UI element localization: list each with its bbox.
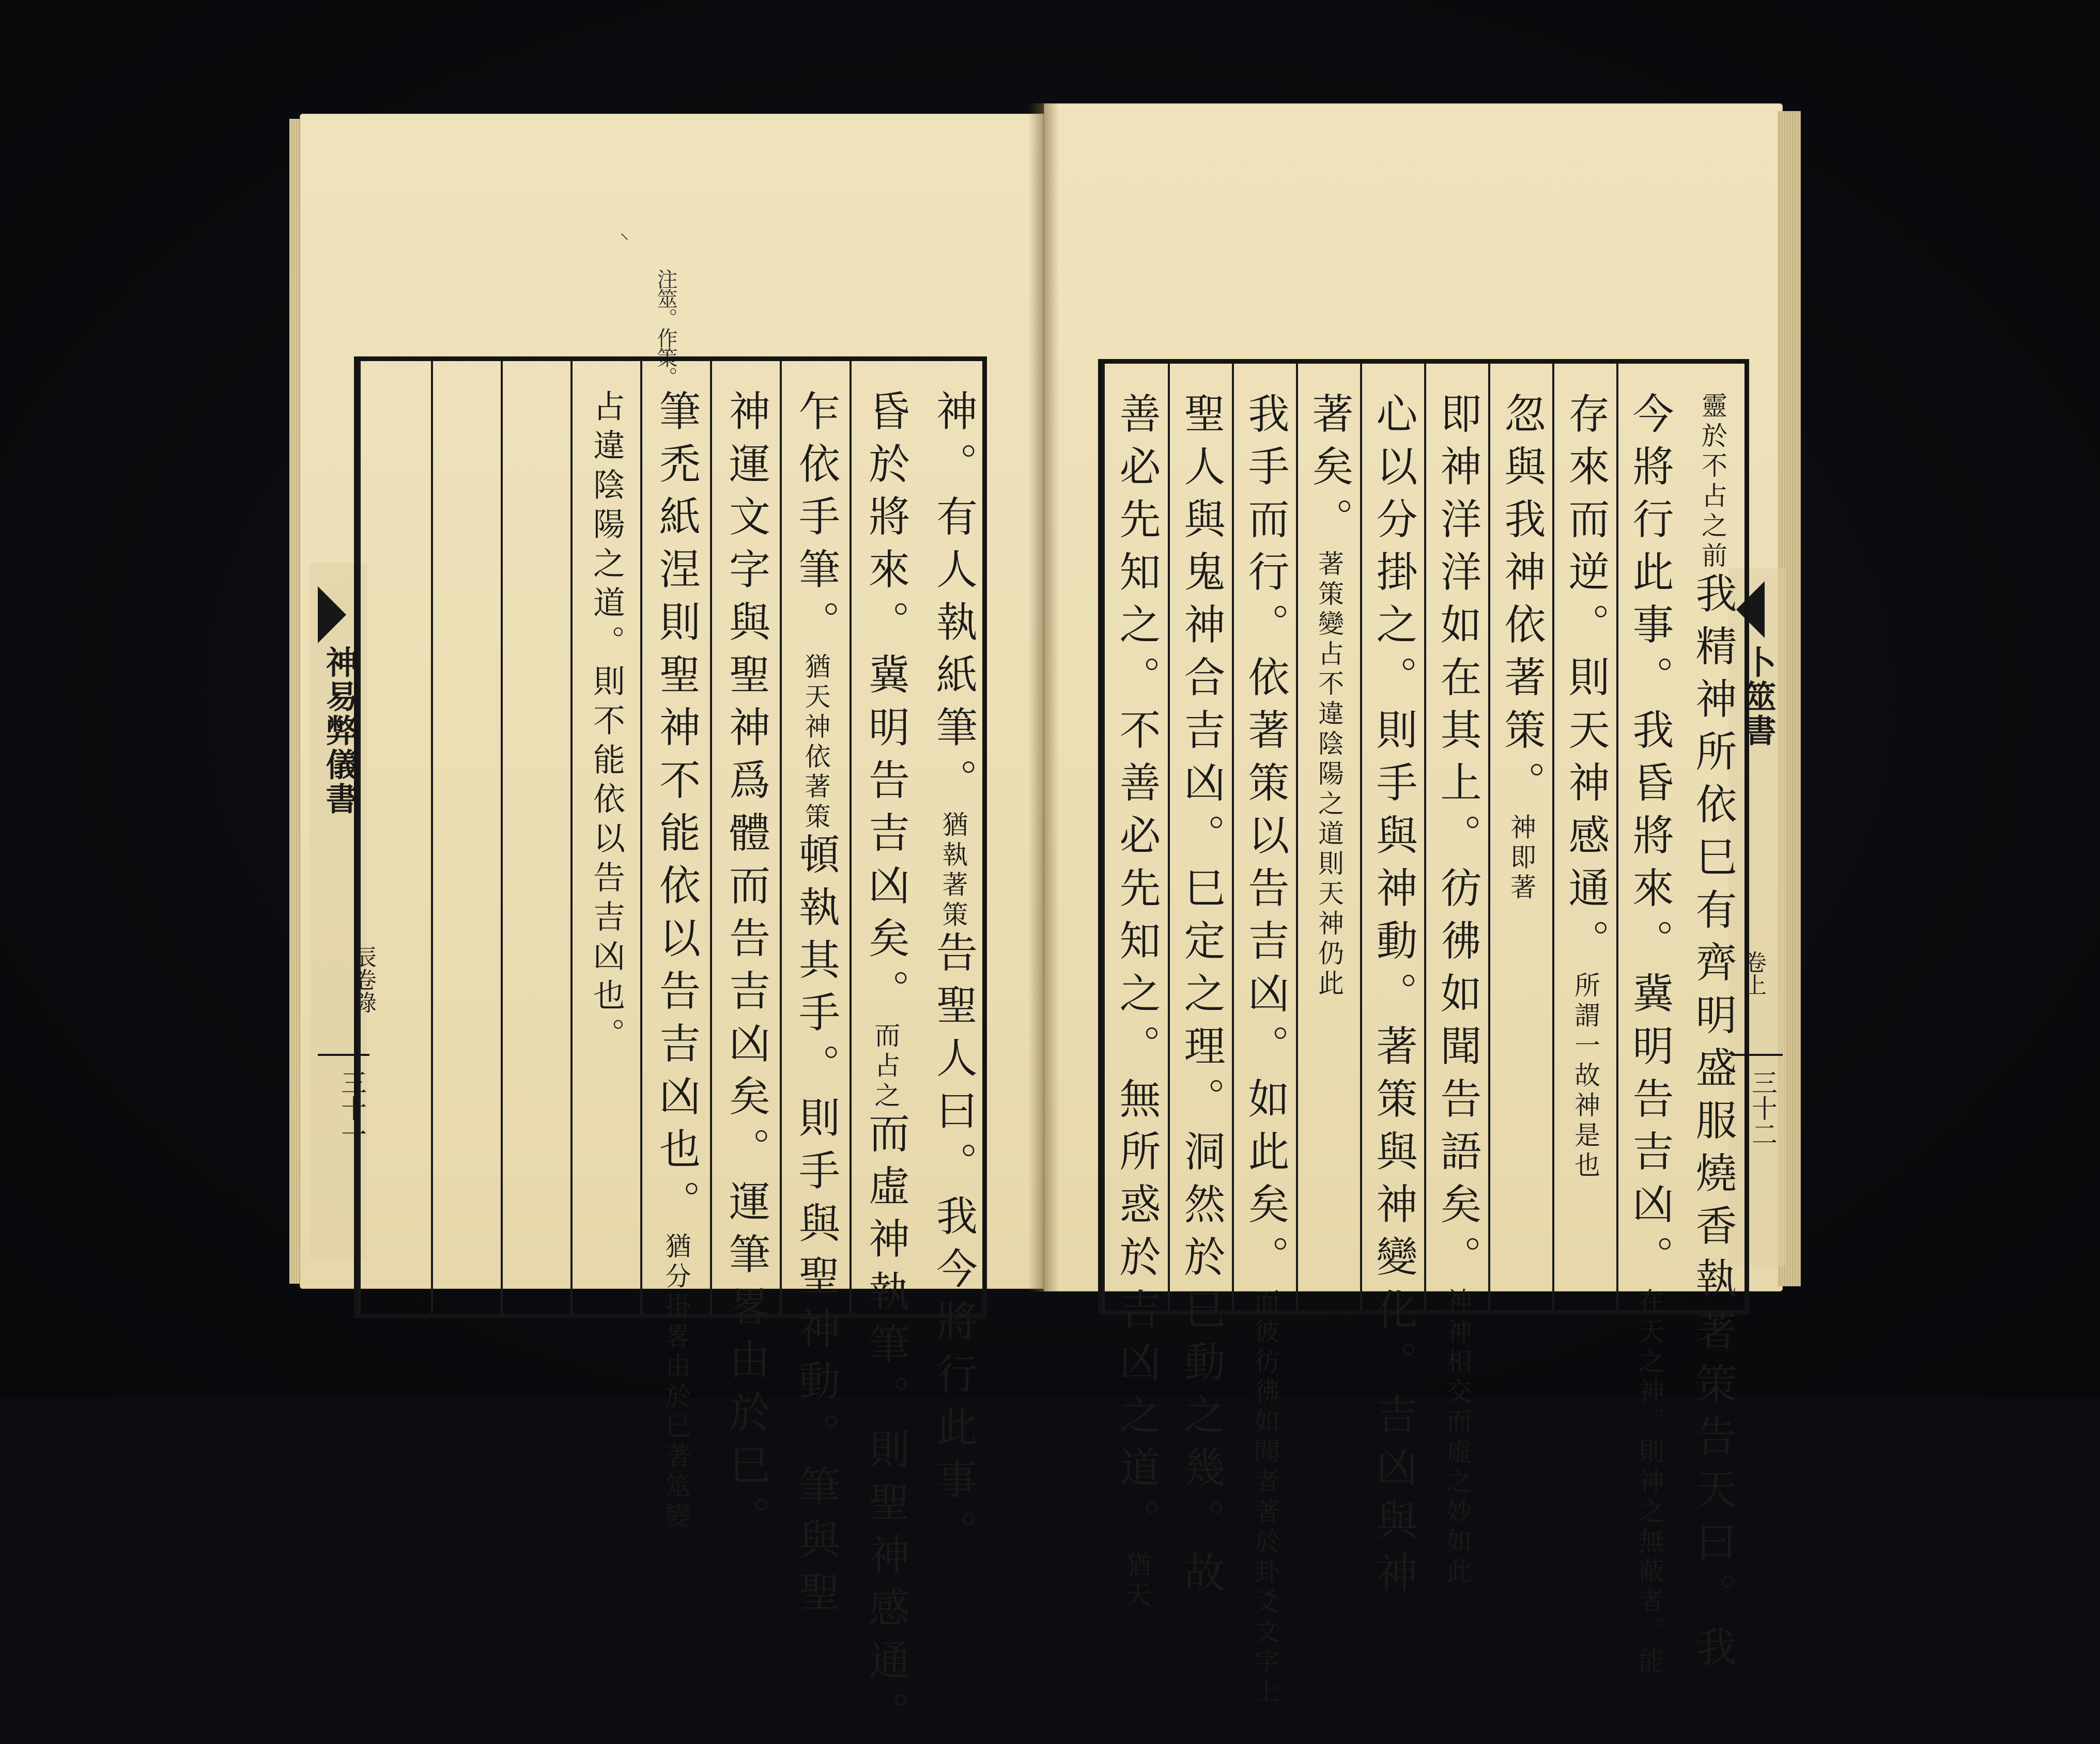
right-column-3 (1552, 364, 1616, 1310)
left-column-9-empty (359, 361, 431, 1314)
right-column-5-text: 即神洋洋如在其上。彷彿如聞告語矣。神神相交而虛之妙如此 (1433, 392, 1481, 1587)
right-column-1-text: 靈於不占之前我精神所依巳有齊明盛服燒香執著策告天曰。我 (1689, 392, 1737, 1678)
left-print-block (354, 356, 987, 1744)
right-column-6-text: 心以分掛之。則手與神動。著策與神變化。吉凶與神 (1369, 392, 1417, 1604)
margin-tick-mark: ⸌ (620, 230, 629, 251)
right-column-8 (1232, 364, 1296, 1707)
left-column-8-empty (431, 361, 501, 1314)
left-column-6 (570, 361, 640, 1314)
left-fold-page-number: 三十一 (337, 1069, 367, 1147)
right-fold-title: 卜筮書 (1739, 646, 1777, 748)
right-column-4 (1488, 364, 1552, 1310)
left-column-4 (710, 361, 780, 1549)
left-column-2-text: 昏於將來。冀明告吉凶矣。而占之而虛神執筆。則聖神感通。 (861, 390, 910, 1744)
open-book (289, 98, 1803, 1744)
right-column-4-text: 忽與我神依著策。神即著 (1497, 392, 1546, 904)
right-column-8-text: 我手而行。依著策以告吉凶。如此矣。而彼彷彿如聞者著於卦爻文字上 (1241, 392, 1289, 1707)
right-column-9 (1168, 364, 1232, 1604)
left-column-3-text: 乍依手筆。猶天神依著策頓執其手。則手與聖神動。筆與聖 (792, 390, 840, 1623)
left-column-3 (780, 361, 850, 1623)
right-column-2 (1616, 364, 1680, 1677)
right-column-1 (1680, 364, 1744, 1678)
left-column-5-text: 筆禿紙涅則聖神不能依以告吉凶也。猶分掛畧由於巳著筮變 (652, 390, 701, 1532)
right-fold-page-number: 三十二 (1748, 1069, 1778, 1147)
left-fishtail-mark (318, 586, 346, 643)
right-column-10 (1103, 364, 1168, 1611)
right-column-2-text: 今將行此事。我昏將來。冀明告吉凶。在天之神。則神之無蔽者。能 (1626, 392, 1674, 1677)
left-fold-juan: 辰卷錄 (350, 945, 376, 1014)
left-column-2 (850, 361, 919, 1744)
right-column-7 (1296, 364, 1360, 1310)
left-column-4-text: 神運文字與聖神爲體而告吉凶矣。運筆畧由於巳。 (722, 390, 770, 1549)
left-column-5 (640, 361, 710, 1532)
left-column-1-text: 神。有人執紙筆。猶執著策告聖人曰。我今將行此事。 (929, 390, 978, 1563)
right-column-10-text: 善必先知之。不善必先知之。無所惑於吉凶之道。猶天 (1113, 392, 1161, 1611)
right-column-7-text: 著矣。著策變占不違陰陽之道則天神仍此 (1305, 392, 1353, 1000)
right-column-5 (1424, 364, 1488, 1587)
left-column-6-text: 占違陰陽之道。則不能依以告吉凶也。 (588, 390, 626, 1057)
right-column-6 (1360, 364, 1424, 1604)
book-gutter (1028, 103, 1059, 1291)
left-fold-title: 神易弊儀書 (320, 646, 358, 816)
left-column-7-empty (501, 361, 570, 1314)
right-column-3-text: 存來而逆。則天神感通。所謂一故神是也 (1562, 392, 1610, 1181)
right-fold-juan: 卷上 (1740, 951, 1766, 996)
left-margin-note: 注筮。作策。 (654, 269, 677, 386)
right-column-9-text: 聖人與鬼神合吉凶。巳定之理。洞然於巳動之幾。故 (1177, 392, 1225, 1604)
right-print-block (1098, 359, 1749, 1707)
left-column-1 (919, 361, 987, 1563)
